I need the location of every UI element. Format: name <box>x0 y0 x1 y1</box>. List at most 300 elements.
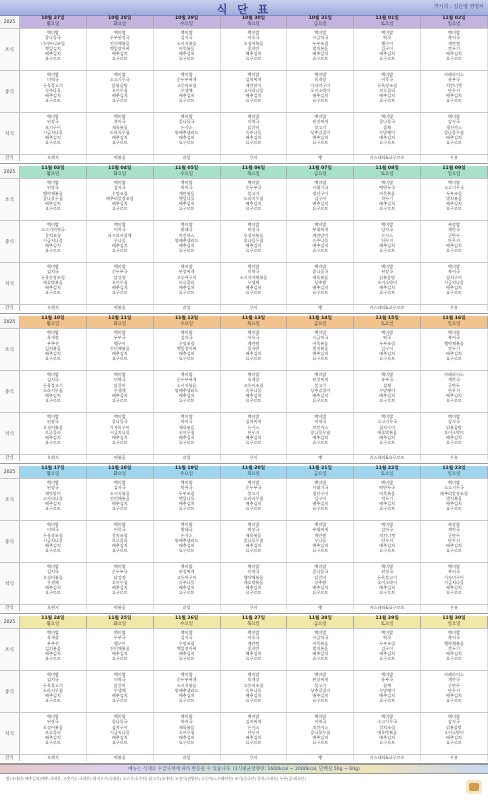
menu-cell-dinner <box>287 113 354 154</box>
menu-item: 깍두기 <box>448 645 460 651</box>
snack-cell: 오렌지 <box>20 305 87 311</box>
menu-item: 요구르트 <box>245 98 262 104</box>
snack-cell: 우유 <box>421 605 488 611</box>
menu-item: 요구르트 <box>178 290 195 296</box>
menu-item: 생선까스 <box>446 124 462 130</box>
menu-item: 무말랭이 <box>379 687 396 693</box>
menu-item: 진미채볶음 <box>109 495 130 501</box>
menu-item: 유부국 <box>381 677 394 683</box>
menu-cell-lunch <box>221 671 288 712</box>
menu-item: 백미밥 <box>46 714 59 719</box>
menu-item: 삼치구이 <box>446 274 462 280</box>
menu-item: 짜장밥 <box>448 222 460 227</box>
menu-item: 시래기국 <box>312 185 329 191</box>
menu-item: 배추김치 <box>446 735 462 741</box>
menu-cell-dinner <box>87 113 154 154</box>
menu-item: 요구르트 <box>379 398 396 404</box>
menu-item: 김구이 <box>381 645 394 651</box>
menu-item: 된장찌개 <box>312 677 329 683</box>
menu-item: 요구르트 <box>178 590 195 596</box>
menu-item: 요구르트 <box>312 56 329 62</box>
menu-item: 김치찌개 <box>245 719 262 725</box>
snack-cell: 떡볶음 <box>87 455 154 461</box>
menu-item: 배추김치 <box>178 51 195 57</box>
day-weekday: 금요일 <box>313 471 327 477</box>
menu-item: 깍두기 <box>448 45 460 51</box>
menu-cell-lunch <box>154 71 221 112</box>
menu-item: 멸치볶음 <box>312 45 329 51</box>
menu-item: 배추김치 <box>245 585 262 591</box>
menu-cell-breakfast <box>87 329 154 370</box>
menu-item: 고등어조림 <box>243 382 264 388</box>
menu-item: 요구르트 <box>45 590 61 596</box>
menu-item: 백미밥 <box>314 72 327 77</box>
day-weekday: 금요일 <box>313 171 327 177</box>
menu-item: 고등어구이 <box>176 274 197 280</box>
menu-item: 백미밥 <box>247 30 260 35</box>
menu-item: 순두부국 <box>111 269 128 275</box>
year-label: 2025 <box>0 466 20 478</box>
menu-item: 황태국 <box>180 527 193 533</box>
menu-item: 요구르트 <box>379 98 396 104</box>
menu-item: 배추김치 <box>379 135 396 141</box>
day-date: 10월 31일 <box>308 16 332 21</box>
menu-item: 감자국 <box>448 119 460 125</box>
menu-item: 요구르트 <box>446 698 462 704</box>
day-date: 11월 06일 <box>241 166 266 171</box>
menu-item: 백미밥 <box>46 414 59 419</box>
menu-item: 버섯국 <box>247 227 260 233</box>
menu-item: 북어국 <box>180 419 193 425</box>
menu-item: 제육볶음 <box>312 274 329 280</box>
menu-item: 깻잎나물 <box>178 195 195 201</box>
meal-row-lunch <box>0 220 488 262</box>
menu-item: 요구르트 <box>446 248 462 254</box>
menu-item: 단무지 <box>247 429 260 435</box>
day-weekday: 화요일 <box>113 171 127 177</box>
menu-item: 요구르트 <box>45 698 61 704</box>
menu-cell-breakfast <box>20 629 87 670</box>
menu-item: 백미밥 <box>113 114 126 119</box>
menu-item: 햄구이 <box>113 340 126 346</box>
menu-item: 아욱국 <box>247 35 260 41</box>
menu-item: 요구르트 <box>245 440 262 446</box>
menu-item: 요구르트 <box>45 656 61 662</box>
menu-item: 배추김치 <box>446 435 462 441</box>
day-header <box>287 616 354 628</box>
menu-item: 순두부국 <box>245 485 262 491</box>
menu-item: 배추김치 <box>379 201 396 207</box>
menu-item: 육개장 <box>46 335 59 341</box>
menu-item: 순두부찌개 <box>176 377 197 383</box>
snack-cell: 오렌지 <box>20 155 87 161</box>
menu-item: 요구르트 <box>45 440 61 446</box>
menu-item: 백미밥 <box>314 264 327 269</box>
menu-item: 배추김치 <box>178 543 195 549</box>
menu-item: 치킨너겟 <box>446 82 462 88</box>
menu-cell-lunch <box>354 371 421 412</box>
menu-item: 배추김치 <box>45 585 61 591</box>
day-date: 11월 27일 <box>241 616 266 621</box>
menu-item: 요구르트 <box>178 98 195 104</box>
menu-item: 배추김치 <box>45 51 61 57</box>
menu-item: 오이무침 <box>111 579 128 585</box>
meal-row-breakfast <box>0 328 488 370</box>
menu-item: 백미밥 <box>180 672 193 677</box>
menu-item: 백미밥 <box>247 72 260 77</box>
menu-item: 백미밥 <box>180 714 193 719</box>
menu-item: 배추김치 <box>245 735 262 741</box>
day-weekday: 화요일 <box>113 471 127 477</box>
menu-item: 백미밥 <box>314 480 327 485</box>
menu-item: 계란말이 <box>312 232 329 238</box>
menu-item: 요구르트 <box>111 656 128 662</box>
meal-label: 중식 <box>0 221 20 262</box>
menu-item: 요구르트 <box>379 290 396 296</box>
menu-item: 소고기무국 <box>377 719 398 725</box>
menu-item: 아욱국 <box>247 335 260 341</box>
day-date: 11월 10일 <box>41 316 65 321</box>
menu-item: 계란말이 <box>45 490 61 496</box>
menu-item: 요구르트 <box>245 356 262 362</box>
menu-item: 백미밥 <box>113 264 126 269</box>
menu-item: 백미밥 <box>247 564 260 569</box>
day-date: 11월 14일 <box>308 316 332 321</box>
menu-item: 갈치조림 <box>111 532 128 538</box>
snack-cell: 우유 <box>421 305 488 311</box>
menu-item: 배추김치 <box>245 651 262 657</box>
menu-item: 요구르트 <box>111 98 128 104</box>
menu-item: 콩나물국 <box>379 119 396 125</box>
menu-item: 요구르트 <box>45 398 61 404</box>
meal-row-dinner <box>0 262 488 304</box>
day-weekday: 목요일 <box>247 21 260 27</box>
day-header <box>354 16 421 28</box>
menu-cell-lunch <box>154 671 221 712</box>
menu-item: 백미밥 <box>113 714 126 719</box>
menu-item: 불고기 <box>247 490 260 496</box>
menu-item: 배추김치 <box>245 51 262 57</box>
menu-item: 된장국 <box>46 419 59 425</box>
menu-item: 배추김치 <box>379 93 396 99</box>
menu-item: 상추겉절이 <box>310 129 331 135</box>
menu-item: 백미밥 <box>180 522 193 527</box>
day-header <box>221 16 288 28</box>
menu-item: 된장찌개 <box>312 377 329 383</box>
origin-info: 쌀(국내산) 배추김치(배추:국내산, 고춧가루:국내산) 돼지고기(국내산) 소고기(호주산) 닭고기(국내산) 오징어(원양산) 고등어(노르웨이산) 조기(중국산) 갈치(국내산) 두부(콩:외국산) <box>6 776 306 781</box>
snack-cell: 오렌지 <box>20 755 87 761</box>
menu-cell-lunch <box>421 71 488 112</box>
menu-item: 배추김치 <box>178 201 195 207</box>
menu-item: 백미밥 <box>381 72 394 77</box>
menu-item: 미역국 <box>46 527 59 533</box>
menu-item: 애호박볶음 <box>377 729 398 735</box>
menu-item: 우엉조림 <box>111 190 128 196</box>
menu-cell-breakfast <box>87 179 154 220</box>
snack-cell: 빵 <box>287 155 354 161</box>
menu-item: 요구르트 <box>178 548 195 554</box>
menu-item: 배추김치 <box>379 651 396 657</box>
menu-item: 계란말이 <box>245 82 262 88</box>
menu-cell-dinner <box>421 413 488 454</box>
menu-item: 고등어구이 <box>176 574 197 580</box>
menu-item: 요구르트 <box>312 740 329 746</box>
day-header <box>154 166 221 178</box>
menu-item: 백미밥 <box>180 264 193 269</box>
menu-item: 백미밥 <box>381 414 394 419</box>
day-weekday: 월요일 <box>46 621 60 627</box>
menu-item: 계란국 <box>448 227 460 233</box>
menu-item: 북어국 <box>180 485 193 491</box>
menu-item: 두부조림 <box>379 640 396 646</box>
menu-item: 백미밥 <box>113 672 126 677</box>
menu-cell-dinner <box>354 113 421 154</box>
menu-item: 백미밥 <box>113 222 126 227</box>
menu-item: 요구르트 <box>312 698 329 704</box>
menu-cell-lunch <box>421 671 488 712</box>
menu-cell-breakfast <box>287 29 354 70</box>
menu-item: 단무지 <box>448 87 460 93</box>
menu-item: 숙주나물 <box>245 687 262 693</box>
menu-item: 배추김치 <box>45 693 61 699</box>
menu-item: 메추리알장조림 <box>440 490 468 496</box>
menu-item: 요구르트 <box>379 656 396 662</box>
menu-item: 조기구이 <box>45 124 61 130</box>
menu-item: 콩나물국 <box>178 119 195 125</box>
menu-item: 요구르트 <box>446 290 462 296</box>
day-date: 11월 19일 <box>174 466 199 471</box>
menu-cell-dinner <box>154 413 221 454</box>
menu-cell-dinner <box>421 113 488 154</box>
meal-row-dinner <box>0 562 488 604</box>
menu-item: 백미밥 <box>247 630 260 635</box>
menu-item: 배추김치 <box>312 51 329 57</box>
menu-item: 오이소박이 <box>377 579 398 585</box>
menu-item: 무생채 <box>180 87 193 93</box>
snack-cell: 떡볶음 <box>87 605 154 611</box>
menu-item: 요구르트 <box>245 740 262 746</box>
menu-item: 육개장 <box>247 377 260 383</box>
menu-item: 미역국 <box>247 119 260 125</box>
menu-cell-breakfast <box>221 179 288 220</box>
day-header <box>421 316 488 328</box>
day-header <box>421 466 488 478</box>
menu-item: 치킨까스 <box>312 724 329 730</box>
menu-item: 백미밥 <box>113 30 126 35</box>
menu-item: 배추김치 <box>312 501 329 507</box>
menu-item: 배추김치 <box>312 651 329 657</box>
day-weekday: 일요일 <box>447 621 461 627</box>
menu-item: 백미밥 <box>113 372 126 377</box>
menu-item: 백미밥 <box>46 222 59 227</box>
menu-item: 소고기무국 <box>377 419 398 425</box>
menu-item: 북어국 <box>113 119 126 125</box>
menu-item: 요구르트 <box>312 356 329 362</box>
menu-item: 잡채 <box>383 124 392 130</box>
menu-item: 배추김치 <box>178 501 195 507</box>
snack-row <box>0 604 488 611</box>
menu-item: 배추김치 <box>111 243 128 249</box>
menu-item: 요구르트 <box>245 698 262 704</box>
menu-item: 상추겉절이 <box>310 387 331 393</box>
day-date: 11월 23일 <box>442 466 466 471</box>
menu-item: 두부조림 <box>178 490 195 496</box>
snack-cell: 과일 <box>154 605 221 611</box>
menu-item: 배추김치 <box>178 651 195 657</box>
meal-label: 석식 <box>0 413 20 454</box>
menu-item: 상추쌈 <box>314 279 327 285</box>
meal-label: 석식 <box>0 563 20 604</box>
menu-item: 삼치구이 <box>379 424 396 430</box>
snack-cell: 쿠키 <box>221 455 288 461</box>
meal-row-lunch <box>0 520 488 562</box>
menu-item: 요구르트 <box>45 248 61 254</box>
year-label: 2025 <box>0 166 20 178</box>
menu-item: 백미밥 <box>448 414 460 419</box>
menu-cell-lunch <box>154 521 221 562</box>
menu-item: 계란찜 <box>247 340 260 346</box>
menu-item: 북어국 <box>448 269 460 275</box>
menu-item: 배추김치 <box>312 693 329 699</box>
menu-item: 백미밥 <box>46 180 59 185</box>
menu-cell-lunch <box>87 71 154 112</box>
menu-cell-lunch <box>221 71 288 112</box>
menu-cell-dinner <box>154 563 221 604</box>
menu-item: 요구르트 <box>45 506 61 512</box>
menu-cell-dinner <box>287 413 354 454</box>
menu-cell-dinner <box>354 263 421 304</box>
day-weekday: 화요일 <box>113 621 127 627</box>
menu-item: 깻잎김치 <box>45 45 61 51</box>
menu-item: 계란찜 <box>247 640 260 646</box>
menu-cell-breakfast <box>154 329 221 370</box>
menu-item: 소시지야채볶음 <box>239 274 268 280</box>
menu-item: 요구르트 <box>312 506 329 512</box>
menu-item: 북어국 <box>448 635 460 641</box>
menu-item: 백미밥 <box>46 30 59 35</box>
menu-item: 상추쌈 <box>314 579 327 585</box>
menu-item: 요구르트 <box>379 740 396 746</box>
menu-cell-dinner <box>354 563 421 604</box>
day-header <box>87 466 154 478</box>
day-weekday: 일요일 <box>447 171 461 177</box>
menu-item: 요구르트 <box>446 398 462 404</box>
menu-item: 카레라이스 <box>444 672 464 677</box>
menu-cell-lunch <box>221 371 288 412</box>
menu-item: 배추김치 <box>446 243 462 249</box>
menu-item: 백미밥 <box>180 30 193 35</box>
menu-item: 도라지무침 <box>243 195 264 201</box>
menu-item: 오이무침 <box>111 279 128 285</box>
menu-item: 배추김치 <box>446 351 462 357</box>
day-date: 11월 11일 <box>108 316 132 321</box>
menu-item: 배추김치 <box>379 51 396 57</box>
menu-cell-lunch <box>20 371 87 412</box>
menu-item: 콩나물국 <box>45 35 61 41</box>
snack-label: 간식 <box>0 455 20 461</box>
menu-item: 감자국 <box>448 719 460 725</box>
menu-item: 요구르트 <box>312 440 329 446</box>
menu-item: 불고기 <box>314 124 327 130</box>
menu-item: 백미밥 <box>314 114 327 119</box>
menu-item: 배추김치 <box>245 501 262 507</box>
menu-item: 배추김치 <box>178 243 195 249</box>
meal-row-breakfast <box>0 628 488 670</box>
menu-item: 햄야채볶음 <box>444 340 464 346</box>
menu-item: 오징어볶음 <box>43 574 63 580</box>
menu-item: 상추겉절이 <box>310 687 331 693</box>
menu-item: 된장국 <box>381 269 394 275</box>
menu-item: 배추김치 <box>379 435 396 441</box>
menu-item: 배추김치 <box>178 351 195 357</box>
menu-item: 떡만두국 <box>379 185 396 191</box>
menu-item: 유부국 <box>381 377 394 383</box>
menu-item: 콩나물무침 <box>243 237 264 243</box>
menu-item: 고등어조림 <box>176 82 197 88</box>
menu-cell-breakfast <box>354 179 421 220</box>
menu-item: 백미밥 <box>247 480 260 485</box>
menu-item: 백미밥 <box>381 330 394 335</box>
menu-item: 군만두 <box>448 232 460 238</box>
menu-item: 배추김치 <box>245 351 262 357</box>
menu-item: 백미밥 <box>381 630 394 635</box>
menu-item: 된장찌개 <box>312 119 329 125</box>
menu-item: 백미밥 <box>448 480 460 485</box>
menu-item: 백미밥 <box>448 564 460 569</box>
menu-item: 치킨까스 <box>178 232 195 238</box>
menu-item: 요구르트 <box>312 656 329 662</box>
menu-item: 백미밥 <box>314 330 327 335</box>
menu-item: 백미밥 <box>381 714 394 719</box>
menu-cell-lunch <box>354 71 421 112</box>
menu-item: 배추김치 <box>245 243 262 249</box>
menu-item: 돈가스 <box>180 532 193 538</box>
menu-item: 순두부찌개 <box>176 677 197 683</box>
menu-item: 요구르트 <box>45 740 61 746</box>
menu-item: 배추김치 <box>245 135 262 141</box>
menu-item: 무말랭이 <box>379 387 396 393</box>
menu-item: 오징어볶음 <box>43 724 63 730</box>
menu-item: 애호박볶음 <box>243 579 264 585</box>
menu-cell-dinner <box>20 113 87 154</box>
menu-item: 요구르트 <box>379 248 396 254</box>
menu-item: 배추김치 <box>446 135 462 141</box>
menu-item: 요구르트 <box>446 656 462 662</box>
menu-item: 미역국 <box>46 77 59 83</box>
menu-item: 제육볶음 <box>178 724 195 730</box>
menu-item: 단무지 <box>448 237 460 243</box>
menu-item: 요구르트 <box>178 248 195 254</box>
menu-item: 유부국 <box>448 77 460 83</box>
menu-item: 배추김치 <box>111 501 128 507</box>
menu-item: 감자국 <box>448 419 460 425</box>
menu-item: 북어국 <box>448 35 460 41</box>
menu-item: 깍두기 <box>381 195 394 201</box>
menu-item: 콩나물국 <box>111 419 128 425</box>
menu-item: 어묵볶음 <box>312 640 329 646</box>
menu-item: 감자국 <box>180 335 193 341</box>
menu-cell-breakfast <box>154 179 221 220</box>
snack-label: 간식 <box>0 605 20 611</box>
menu-item: 백미밥 <box>113 330 126 335</box>
menu-item: 백미밥 <box>314 30 327 35</box>
menu-item: 배추김치 <box>379 285 396 291</box>
menu-item: 배추김치 <box>45 135 61 141</box>
menu-item: 김구이 <box>314 195 327 201</box>
menu-item: 소시지볶음 <box>176 682 197 688</box>
menu-item: 배추김치 <box>379 735 396 741</box>
menu-item: 요구르트 <box>111 548 128 554</box>
